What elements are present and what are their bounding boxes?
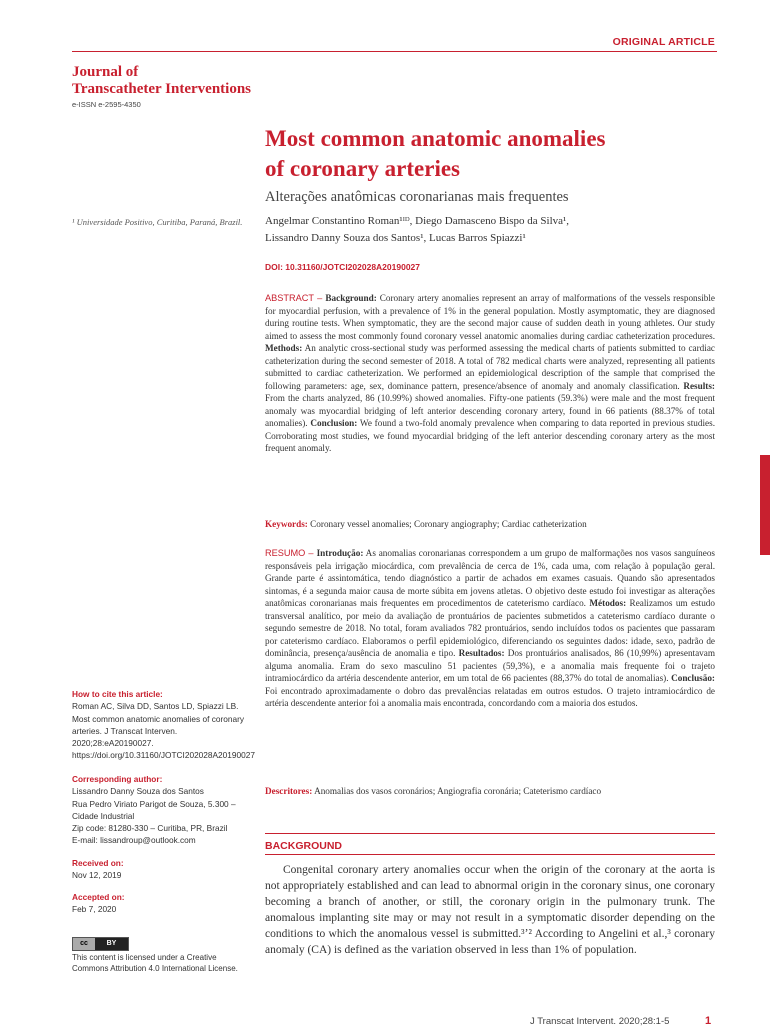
doi-link[interactable]: DOI: 10.31160/JOTCI202028A20190027 bbox=[265, 262, 421, 272]
body-paragraph-text: Congenital coronary artery anomalies occur when the origin of the coronary at the aorta is not appropriately established and can lead to abnormal origin in the coronary sinus, one coronary becoming a branch of another, or still, the coronary origin in the pulmonary trunk. The anomalous implanting site may or may not result in a symptomatic disorder depending on the conditions to which the anomalous vessel is submitted.³ʼ² According to Angelini et al.,³ coronary anomaly (CA) is defined as the variation observed in less than 1% of population. bbox=[265, 864, 715, 956]
section-divider-top bbox=[265, 833, 715, 834]
abstract-methods-heading: Methods: bbox=[265, 343, 303, 353]
descritores-text: Anomalias dos vasos coronários; Angiografia coronária; Cateterismo cardíaco bbox=[312, 786, 602, 796]
abstract-background-heading: Background: bbox=[325, 293, 377, 303]
page-edge-tab bbox=[760, 455, 770, 555]
title-line1: Most common anatomic anomalies bbox=[265, 126, 606, 151]
article-title bbox=[265, 124, 725, 184]
resumo-intro-heading: Introdução: bbox=[316, 548, 364, 558]
corresponding-author-zip: Zip code: 81280-330 – Curitiba, PR, Brazil bbox=[72, 823, 228, 834]
corresponding-author-heading: Corresponding author: bbox=[72, 774, 163, 784]
corresponding-author-block bbox=[72, 773, 244, 847]
abstract-background-text: Coronary artery anomalies represent an array of malformations of the vessels responsible for myocardial perfusion, with a prevalence of 1% in the general population. Mostly asymptomatic, they are diagnosed during routine tests. When symptomatic, they are the second major cause of sudden death in young athletes. Our study aimed to assess the most commonly found coronary vessel anatomic anomalies during cardiac catheterization procedures. bbox=[265, 293, 715, 341]
abstract-conclusion-heading: Conclusion: bbox=[310, 418, 358, 428]
received-block bbox=[72, 857, 244, 882]
article-subtitle: Alterações anatômicas coronarianas mais frequentes bbox=[265, 189, 569, 205]
resumo-conclusao-text: Foi encontrado aproximadamente o dobro das prevalências relatadas em outros estudos. O trajeto intramiocárdico de artéria descendente anterior foi a anomalia mais encontrada, concordando com a maioria dos estudos. bbox=[265, 685, 715, 708]
corresponding-author-address: Rua Pedro Viriato Parigot de Souza, 5.300 – Cidade Industrial bbox=[72, 798, 236, 821]
resumo-resultados-text: Dos prontuários analisados, 86 (10,99%) apresentavam alguma anomalia. Eram do sexo masculino 51 pacientes (59,3%), e a anomalia mais frequente foi o trajeto intramiocárdico da artéria descendente anterior, em um total de 66 pacientes (88,37% do total de anomalias). bbox=[265, 648, 716, 683]
section-heading-background: BACKGROUND bbox=[265, 840, 342, 852]
authors-line2: Lissandro Danny Souza dos Santos¹, Lucas Barros Spiazzi¹ bbox=[265, 232, 526, 244]
corresponding-author-name: Lissandro Danny Souza dos Santos bbox=[72, 786, 204, 797]
article-type-label: ORIGINAL ARTICLE bbox=[612, 36, 715, 48]
journal-name bbox=[72, 64, 332, 98]
title-line2: of coronary arteries bbox=[265, 156, 460, 181]
citation-block bbox=[72, 688, 255, 762]
resumo-resultados-heading: Resultados: bbox=[458, 648, 505, 658]
affiliation: ¹ Universidade Positivo, Curitiba, Paraná, Brazil. bbox=[72, 217, 243, 227]
abstract bbox=[265, 292, 715, 455]
keywords-text: Coronary vessel anomalies; Coronary angiography; Cardiac catheterization bbox=[307, 519, 587, 529]
accepted-block bbox=[72, 891, 244, 916]
eissn: e-ISSN e-2595-4350 bbox=[72, 100, 141, 109]
authors-line1: Angelmar Constantino Roman¹ᴵᴰ, Diego Damasceno Bispo da Silva¹, bbox=[265, 215, 570, 227]
keywords bbox=[265, 519, 715, 529]
abstract-results-text: From the charts analyzed, 86 (10.99%) showed anomalies. Fifty-one patients (59.3%) were male and the most frequent anomaly was myocardial bridging of left anterior descending coronary artery, found in 66 patients (88.37% of total anomalies). bbox=[265, 393, 715, 428]
resumo-metodos-text: Realizamos um estudo transversal analítico, por meio da avaliação de prontuários de pacientes submetidos a cateterismo cardíaco durante o segundo semestre de 2018. No total, foram avaliados 782 prontuários, sendo incluídos todos os pacientes que passaram por cateterismo cardíaco. Elaboramos o perfil epidemiológico, diferenciando os seguintes dados: idade, sexo, padrão de dominância, presença/ausência de anomalia e tipo. bbox=[265, 598, 715, 658]
citation-heading: How to cite this article: bbox=[72, 689, 163, 699]
resumo-label: RESUMO – bbox=[265, 548, 317, 558]
resumo-metodos-heading: Métodos: bbox=[589, 598, 627, 608]
abstract-conclusion-text: We found a two-fold anomaly prevalence when comparing to data reported in previous studies. Corroborating most studies, we found myocardial bridging of the left anterior descending coronary artery as the most frequent anomaly. bbox=[265, 418, 715, 453]
resumo-intro-text: As anomalias coronarianas correspondem a um grupo de malformações nos vasos sanguíneos responsáveis pela irrigação miocárdica, com prevalência de cerca de 1%, cada uma, com relação à população geral. Grande parte é assintomática, tendo diagnóstico a partir de achados em exames casuais. Quando são apresentados sintomas, é a segunda maior causa de morte súbita em jovens atletas. O objetivo deste estudo foi investigar as alterações anatômicas coronarianas mais frequentes em procedimentos de cateterismo cardíaco. bbox=[265, 548, 715, 608]
resumo bbox=[265, 547, 715, 710]
received-heading: Received on: bbox=[72, 858, 124, 868]
received-date: Nov 12, 2019 bbox=[72, 870, 122, 881]
abstract-label: ABSTRACT – bbox=[265, 293, 326, 303]
accepted-heading: Accepted on: bbox=[72, 892, 125, 902]
footer-citation: J Transcat Intervent. 2020;28:1-5 bbox=[530, 1016, 670, 1027]
abstract-methods-text: An analytic cross-sectional study was performed assessing the medical charts of patients submitted to cardiac catheterization during the second semester of 2018. A total of 782 medical charts were analyzed, representing all patients submitted to cardiac catheterization. We performed an epidemiological description of the sample that comprised the following parameters: age, sex, dominance pattern, presence/absence of anomaly and anomaly classification. bbox=[265, 343, 715, 391]
cc-by-license-icon[interactable] bbox=[72, 937, 129, 951]
resumo-conclusao-heading: Conclusão: bbox=[671, 673, 715, 683]
journal-name-line2: Transcatheter Interventions bbox=[72, 81, 252, 97]
header-divider bbox=[72, 51, 717, 52]
journal-name-line1: Journal of bbox=[72, 64, 139, 80]
descritores bbox=[265, 786, 715, 796]
keywords-label: Keywords: bbox=[265, 519, 308, 529]
accepted-date: Feb 7, 2020 bbox=[72, 904, 117, 915]
abstract-results-heading: Results: bbox=[683, 380, 715, 391]
body-paragraph bbox=[265, 862, 715, 958]
author-list bbox=[265, 213, 725, 247]
page-number: 1 bbox=[705, 1015, 712, 1027]
cc-badge-right: BY bbox=[95, 938, 128, 950]
section-divider bbox=[265, 854, 715, 855]
cc-badge-left: cc bbox=[73, 938, 95, 950]
descritores-label: Descritores: bbox=[265, 786, 313, 796]
corresponding-author-email[interactable]: E-mail: lissandroup@outlook.com bbox=[72, 835, 196, 846]
citation-text: Roman AC, Silva DD, Santos LD, Spiazzi LB. Most common anatomic anomalies of coronary arteries. J Transcat Interven. 2020;28:eA20190027. https://doi.org/10.31160/JOTCI202028A20190027 bbox=[72, 701, 255, 761]
license-text: This content is licensed under a Creative Commons Attribution 4.0 International License. bbox=[72, 953, 238, 973]
